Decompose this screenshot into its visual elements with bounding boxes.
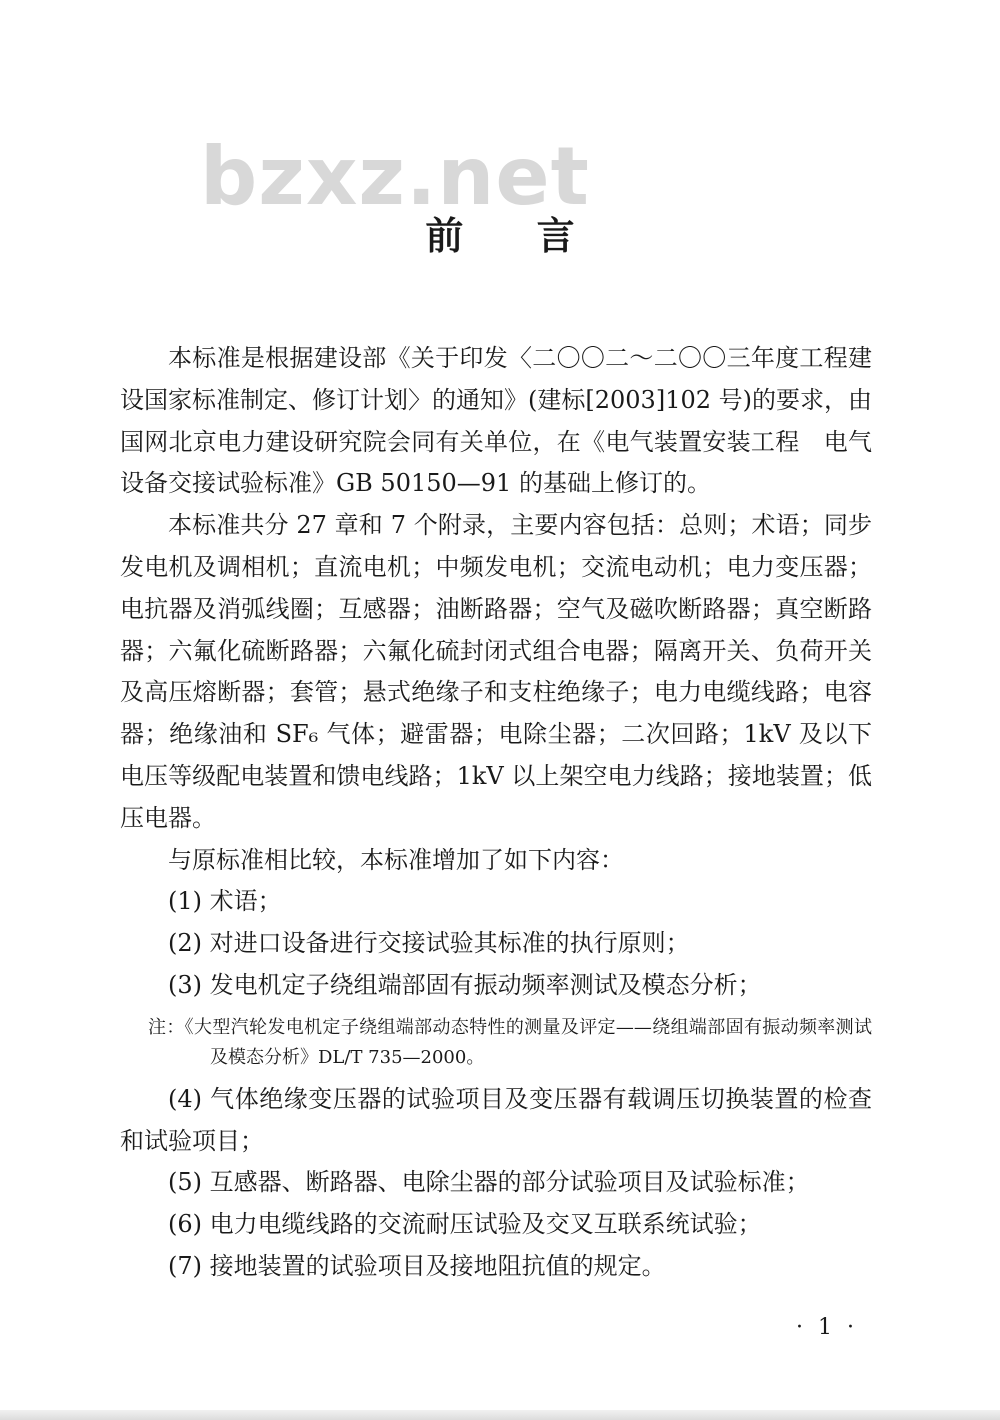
list-item: (6) 电力电缆线路的交流耐压试验及交叉互联系统试验； (168, 1210, 762, 1239)
list-item: (7) 接地装置的试验项目及接地阻抗值的规定。 (168, 1251, 666, 1280)
watermark: bzxz.net (200, 130, 590, 223)
additions-list (120, 881, 872, 1006)
list-item: (1) 术语； (168, 887, 282, 916)
list-item: (5) 互感器、断路器、电除尘器的部分试验项目及试验标准； (168, 1168, 810, 1197)
paragraph-contents: 本标准共分 27 章和 7 个附录，主要内容包括：总则；术语；同步发电机及调相机；直流电机；中频发电机；交流电动机；电力变压器；电抗器及消弧线圈；互感器；油断路器；空气及磁吹断路器；真空断路器；六氟化硫断路器；六氟化硫封闭式组合电器；隔离开关、负荷开关及高压熔断器；套管；悬式绝缘子和支柱绝缘子；电力电缆线路；电容器；绝缘油和 SF₆ 气体；避雷器；电除尘器；二次回路；1kV 及以下电压等级配电装置和馈电线路；1kV 以上架空电力线路；接地装置；低压电器。 (120, 511, 872, 832)
paragraph-additions: 与原标准相比较，本标准增加了如下内容： (168, 845, 624, 874)
page-number: · 1 · (796, 1315, 858, 1340)
list-item: (3) 发电机定子绕组端部固有振动频率测试及模态分析； (168, 970, 762, 999)
list-item: (4) 气体绝缘变压器的试验项目及变压器有载调压切换装置的检查和试验项目； (120, 1084, 872, 1155)
page-edge (0, 1410, 1000, 1420)
list-item: (2) 对进口设备进行交接试验其标准的执行原则； (168, 929, 690, 958)
footnote: 注：《大型汽轮发电机定子绕组端部动态特性的测量及评定——绕组端部固有振动频率测试及模态分析》DL/T 735—2000。 (148, 1016, 872, 1068)
document-body (120, 338, 872, 1288)
paragraph-basis: 本标准是根据建设部《关于印发〈二〇〇二～二〇〇三年度工程建设国家标准制定、修订计划〉的通知》(建标[2003]102 号)的要求，由国网北京电力建设研究院会同有关单位，在《电气装置安装工程 电气设备交接试验标准》GB 50150—91 的基础上修订的。 (120, 344, 872, 498)
additions-list-continued (120, 1079, 872, 1288)
page-title: 前 言 (425, 214, 605, 258)
